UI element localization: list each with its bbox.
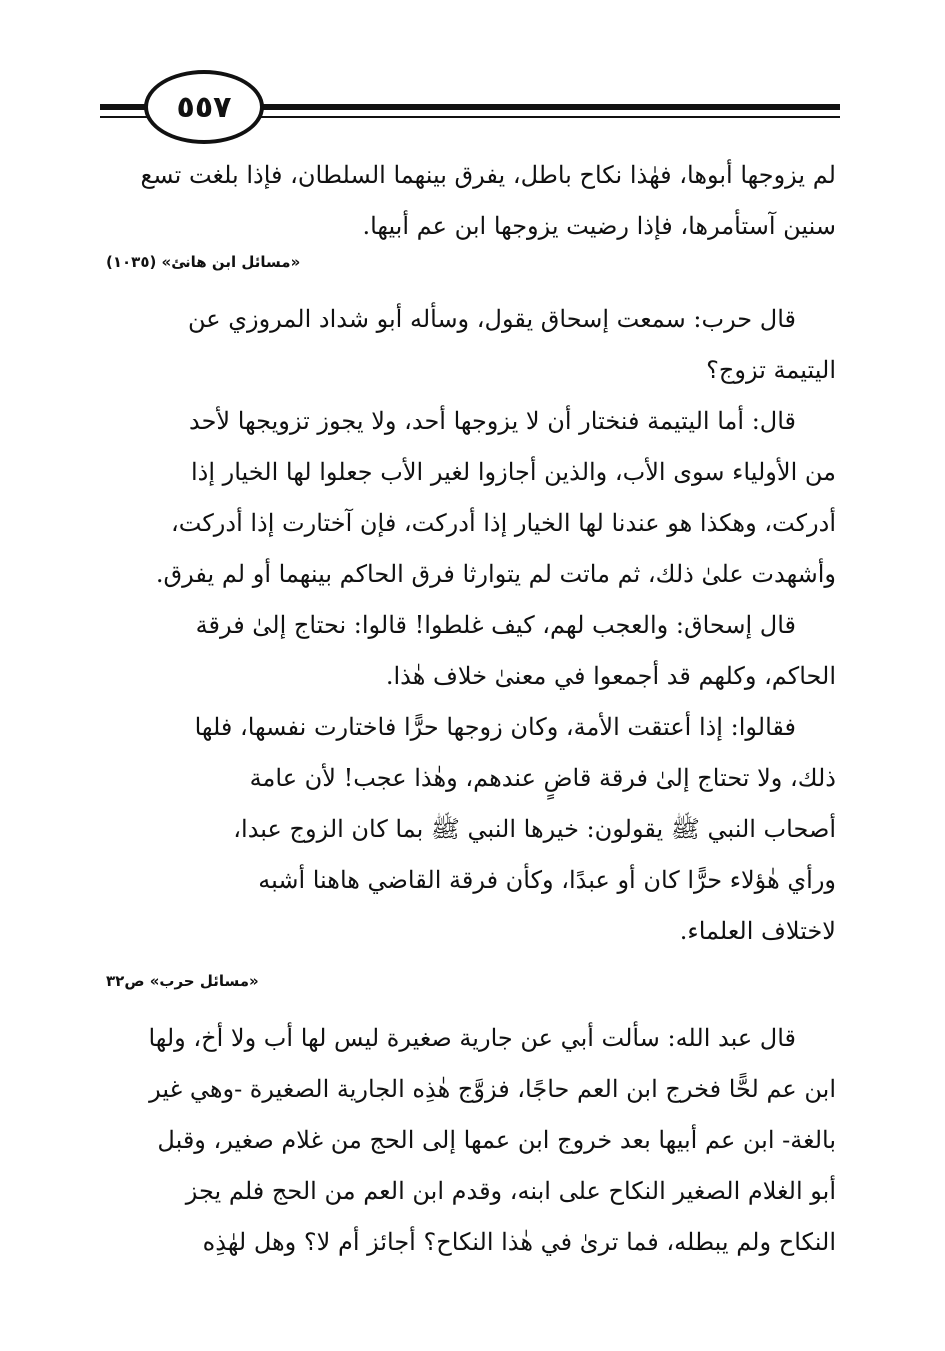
text-line: لاختلاف العلماء. <box>679 917 836 945</box>
text-line: أدركت، وهكذا هو عندنا لها الخيار إذا أدركت، فإن آختارت إذا أدركت، <box>171 509 836 537</box>
text-line: النكاح ولم يبطله، فما ترىٰ في هٰذا النكاح؟ أجائز أم لا؟ وهل لهٰذِه <box>202 1228 836 1256</box>
text-line: قال: أما اليتيمة فنختار أن لا يزوجها أحد، ولا يجوز تزويجها لأحد <box>188 407 796 435</box>
text-line: لم يزوجها أبوها، فهٰذا نكاح باطل، يفرق بينهما السلطان، فإذا بلغت تسع <box>140 161 836 189</box>
text-line: من الأولياء سوى الأب، والذين أجازوا لغير الأب جعلوا لها الخيار إذا <box>191 458 836 486</box>
text-line: سنين آستأمرها، فإذا رضيت يزوجها ابن عم أبيها. <box>362 212 836 240</box>
text-line: فقالوا: إذا أعتقت الأمة، وكان زوجها حرًّا فاختارت نفسها، فلها <box>194 713 796 741</box>
page-body <box>106 150 836 1268</box>
text-line: قال حرب: سمعت إسحاق يقول، وسأله أبو شداد المروزي عن <box>187 305 796 333</box>
source-citation: «مسائل حرب» ص٣٢ <box>106 972 259 990</box>
page-number-badge <box>144 70 264 144</box>
text-line: وأشهدت علىٰ ذلك، ثم ماتت لم يتوارثا فرق الحاكم بينهما أو لم يفرق. <box>155 560 836 588</box>
text-line: اليتيمة تزوج؟ <box>706 356 836 384</box>
text-line: بالغة- ابن عم أبيها بعد خروج ابن عمها إلى الحج من غلام صغير، وقبل <box>157 1126 836 1154</box>
page-header <box>100 62 840 144</box>
source-citation: «مسائل ابن هانئ» (١٠٣٥) <box>106 253 301 271</box>
text-line: ابن عم لحًّا فخرج ابن العم حاجًا، فزوَّج هٰذِه الجارية الصغيرة -وهي غير <box>149 1075 836 1103</box>
text-line: ورأي هٰؤلاء حرًّا كان أو عبدًا، وكأن فرقة القاضي هاهنا أشبه <box>258 866 836 894</box>
text-line: الحاكم، وكلهم قد أجمعوا في معنىٰ خلاف هٰذا. <box>385 662 836 690</box>
text-line: أصحاب النبي ﷺ يقولون: خيرها النبي ﷺ بما كان الزوج عبدا، <box>233 815 836 843</box>
page-number: ٥٥٧ <box>176 89 232 125</box>
text-line: قال عبد الله: سألت أبي عن جارية صغيرة ليس لها أب ولا أخ، ولها <box>148 1024 796 1052</box>
text-line: أبو الغلام الصغير النكاح على ابنه، وقدم ابن العم من الحج فلم يجز <box>185 1177 836 1205</box>
text-line: قال إسحاق: والعجب لهم، كيف غلطوا! قالوا: نحتاج إلىٰ فرقة <box>195 611 796 639</box>
text-line: ذلك، ولا تحتاج إلىٰ فرقة قاضٍ عندهم، وهٰذا عجب! لأن عامة <box>249 764 836 792</box>
